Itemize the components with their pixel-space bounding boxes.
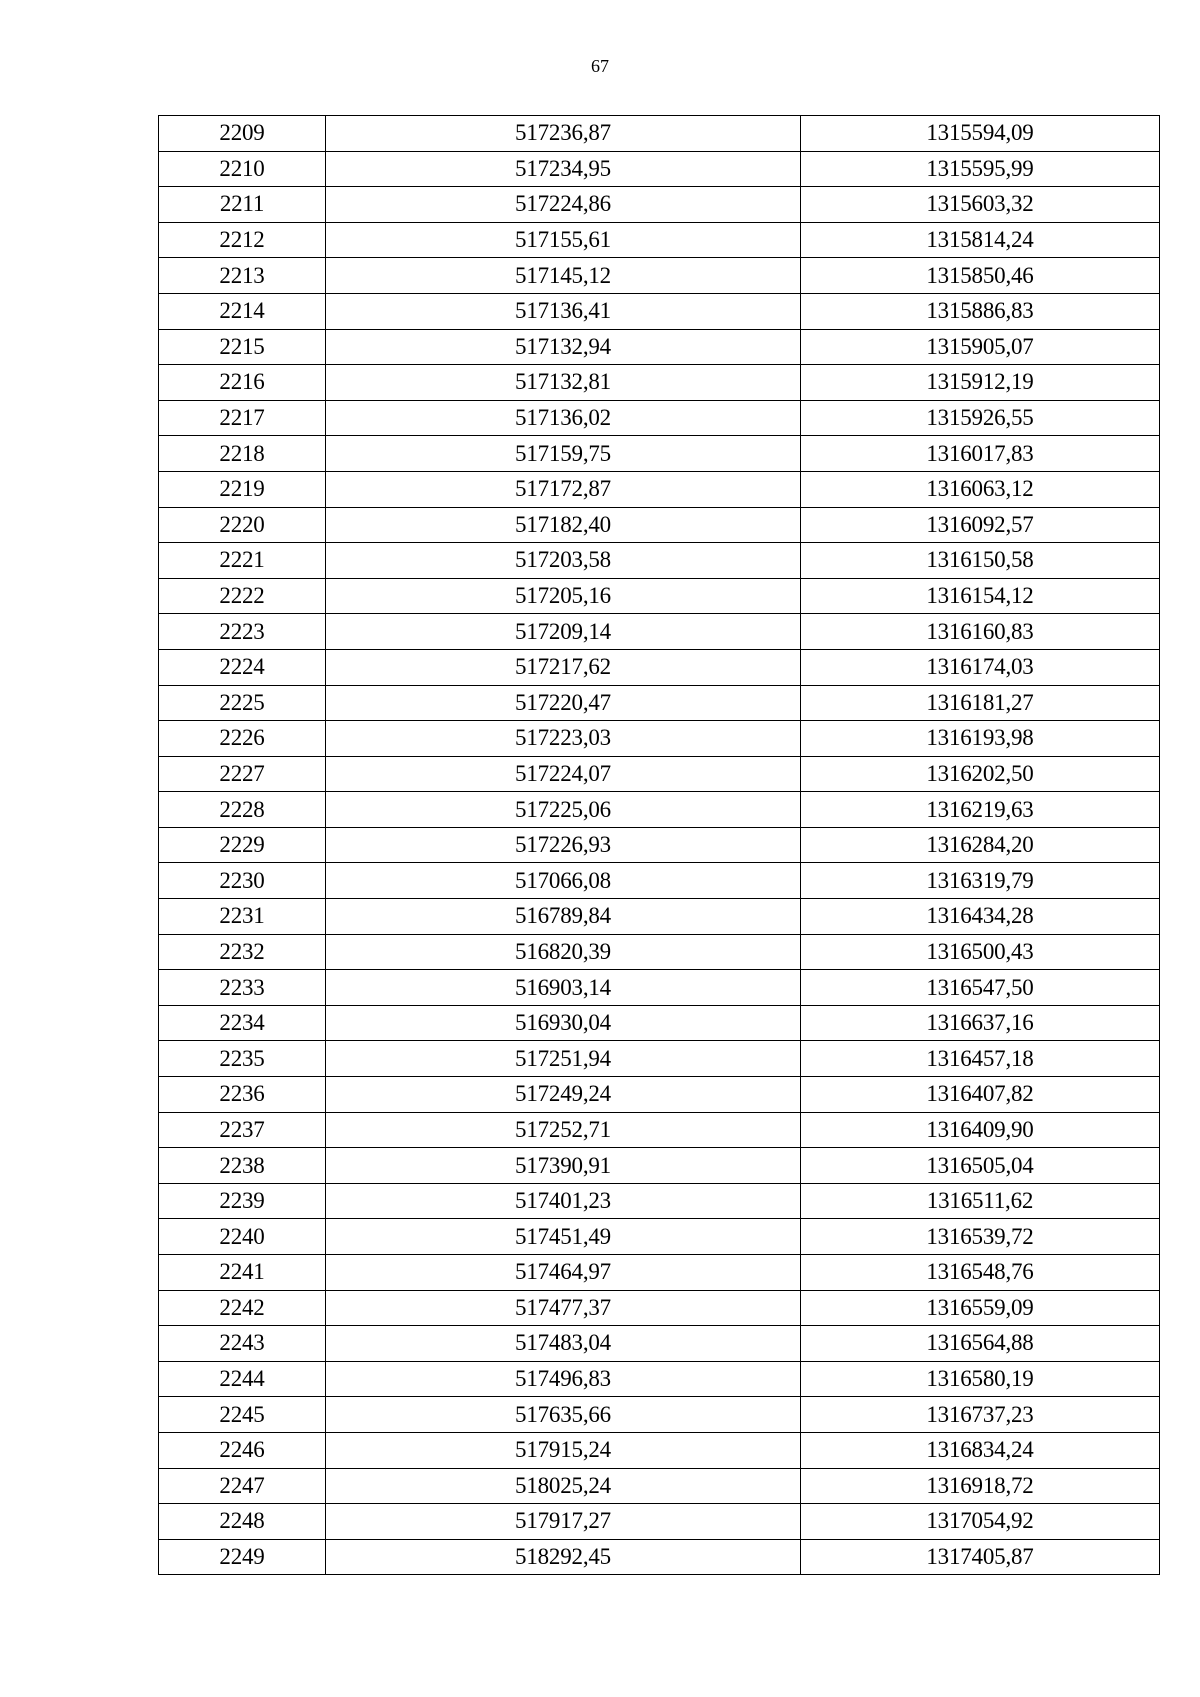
table-row (159, 1504, 1160, 1540)
point-number-cell: 2235 (159, 1041, 326, 1077)
x-coordinate-cell: 517225,06 (326, 792, 801, 828)
x-coordinate-cell: 517477,37 (326, 1290, 801, 1326)
y-coordinate-cell: 1316834,24 (801, 1432, 1160, 1468)
table-row (159, 436, 1160, 472)
y-coordinate-cell: 1316580,19 (801, 1361, 1160, 1397)
x-coordinate-cell: 517464,97 (326, 1255, 801, 1291)
table-row (159, 1255, 1160, 1291)
x-coordinate-cell: 517172,87 (326, 471, 801, 507)
table-row (159, 1468, 1160, 1504)
x-coordinate-cell: 517155,61 (326, 222, 801, 258)
point-number-cell: 2212 (159, 222, 326, 258)
x-coordinate-cell: 517234,95 (326, 151, 801, 187)
point-number-cell: 2219 (159, 471, 326, 507)
x-coordinate-cell: 517917,27 (326, 1504, 801, 1540)
x-coordinate-cell: 517401,23 (326, 1183, 801, 1219)
point-number-cell: 2222 (159, 578, 326, 614)
y-coordinate-cell: 1316564,88 (801, 1326, 1160, 1362)
y-coordinate-cell: 1316505,04 (801, 1148, 1160, 1184)
y-coordinate-cell: 1315603,32 (801, 187, 1160, 223)
x-coordinate-cell: 518025,24 (326, 1468, 801, 1504)
point-number-cell: 2249 (159, 1539, 326, 1575)
y-coordinate-cell: 1316500,43 (801, 934, 1160, 970)
y-coordinate-cell: 1316457,18 (801, 1041, 1160, 1077)
y-coordinate-cell: 1316219,63 (801, 792, 1160, 828)
y-coordinate-cell: 1316434,28 (801, 899, 1160, 935)
point-number-cell: 2227 (159, 756, 326, 792)
table-row (159, 1361, 1160, 1397)
y-coordinate-cell: 1316548,76 (801, 1255, 1160, 1291)
point-number-cell: 2217 (159, 400, 326, 436)
table-row (159, 329, 1160, 365)
x-coordinate-cell: 516903,14 (326, 970, 801, 1006)
x-coordinate-cell: 517132,94 (326, 329, 801, 365)
y-coordinate-cell: 1316319,79 (801, 863, 1160, 899)
table-row (159, 543, 1160, 579)
point-number-cell: 2215 (159, 329, 326, 365)
table-row (159, 792, 1160, 828)
y-coordinate-cell: 1315905,07 (801, 329, 1160, 365)
x-coordinate-cell: 517226,93 (326, 827, 801, 863)
point-number-cell: 2228 (159, 792, 326, 828)
x-coordinate-cell: 517203,58 (326, 543, 801, 579)
table-row (159, 1077, 1160, 1113)
table-row (159, 1148, 1160, 1184)
x-coordinate-cell: 517390,91 (326, 1148, 801, 1184)
point-number-cell: 2221 (159, 543, 326, 579)
table-row (159, 1290, 1160, 1326)
table-row (159, 721, 1160, 757)
point-number-cell: 2236 (159, 1077, 326, 1113)
point-number-cell: 2211 (159, 187, 326, 223)
point-number-cell: 2244 (159, 1361, 326, 1397)
y-coordinate-cell: 1316409,90 (801, 1112, 1160, 1148)
y-coordinate-cell: 1315850,46 (801, 258, 1160, 294)
x-coordinate-cell: 517223,03 (326, 721, 801, 757)
point-number-cell: 2231 (159, 899, 326, 935)
x-coordinate-cell: 517236,87 (326, 116, 801, 152)
y-coordinate-cell: 1316154,12 (801, 578, 1160, 614)
x-coordinate-cell: 517136,41 (326, 293, 801, 329)
y-coordinate-cell: 1315814,24 (801, 222, 1160, 258)
y-coordinate-cell: 1316092,57 (801, 507, 1160, 543)
point-number-cell: 2238 (159, 1148, 326, 1184)
table-row (159, 471, 1160, 507)
point-number-cell: 2226 (159, 721, 326, 757)
point-number-cell: 2248 (159, 1504, 326, 1540)
y-coordinate-cell: 1316284,20 (801, 827, 1160, 863)
x-coordinate-cell: 517205,16 (326, 578, 801, 614)
y-coordinate-cell: 1315912,19 (801, 365, 1160, 401)
table-row (159, 1219, 1160, 1255)
x-coordinate-cell: 517915,24 (326, 1432, 801, 1468)
point-number-cell: 2241 (159, 1255, 326, 1291)
y-coordinate-cell: 1316193,98 (801, 721, 1160, 757)
point-number-cell: 2210 (159, 151, 326, 187)
y-coordinate-cell: 1316547,50 (801, 970, 1160, 1006)
y-coordinate-cell: 1317054,92 (801, 1504, 1160, 1540)
x-coordinate-cell: 517217,62 (326, 649, 801, 685)
point-number-cell: 2243 (159, 1326, 326, 1362)
point-number-cell: 2225 (159, 685, 326, 721)
table-row (159, 970, 1160, 1006)
point-number-cell: 2209 (159, 116, 326, 152)
y-coordinate-cell: 1316559,09 (801, 1290, 1160, 1326)
table-row (159, 685, 1160, 721)
x-coordinate-cell: 516930,04 (326, 1005, 801, 1041)
table-row (159, 258, 1160, 294)
table-row (159, 649, 1160, 685)
point-number-cell: 2220 (159, 507, 326, 543)
table-row (159, 365, 1160, 401)
y-coordinate-cell: 1316637,16 (801, 1005, 1160, 1041)
point-number-cell: 2230 (159, 863, 326, 899)
table-row (159, 1326, 1160, 1362)
y-coordinate-cell: 1316918,72 (801, 1468, 1160, 1504)
table-row (159, 1112, 1160, 1148)
point-number-cell: 2245 (159, 1397, 326, 1433)
y-coordinate-cell: 1316202,50 (801, 756, 1160, 792)
y-coordinate-cell: 1316181,27 (801, 685, 1160, 721)
point-number-cell: 2214 (159, 293, 326, 329)
page-number: 67 (591, 56, 609, 76)
table-row (159, 1539, 1160, 1575)
y-coordinate-cell: 1316160,83 (801, 614, 1160, 650)
point-number-cell: 2237 (159, 1112, 326, 1148)
table-row (159, 116, 1160, 152)
y-coordinate-cell: 1316511,62 (801, 1183, 1160, 1219)
x-coordinate-cell: 516789,84 (326, 899, 801, 935)
table-row (159, 1005, 1160, 1041)
x-coordinate-cell: 517066,08 (326, 863, 801, 899)
table-row (159, 827, 1160, 863)
x-coordinate-cell: 517136,02 (326, 400, 801, 436)
table-row (159, 934, 1160, 970)
y-coordinate-cell: 1316174,03 (801, 649, 1160, 685)
x-coordinate-cell: 517220,47 (326, 685, 801, 721)
y-coordinate-cell: 1316539,72 (801, 1219, 1160, 1255)
x-coordinate-cell: 517159,75 (326, 436, 801, 472)
x-coordinate-cell: 517249,24 (326, 1077, 801, 1113)
point-number-cell: 2239 (159, 1183, 326, 1219)
table-row (159, 863, 1160, 899)
point-number-cell: 2224 (159, 649, 326, 685)
x-coordinate-cell: 517451,49 (326, 1219, 801, 1255)
point-number-cell: 2216 (159, 365, 326, 401)
point-number-cell: 2218 (159, 436, 326, 472)
y-coordinate-cell: 1317405,87 (801, 1539, 1160, 1575)
point-number-cell: 2234 (159, 1005, 326, 1041)
table-row (159, 293, 1160, 329)
table-row (159, 1432, 1160, 1468)
table-row (159, 578, 1160, 614)
x-coordinate-cell: 517252,71 (326, 1112, 801, 1148)
table-row (159, 1397, 1160, 1433)
y-coordinate-cell: 1315595,99 (801, 151, 1160, 187)
x-coordinate-cell: 517483,04 (326, 1326, 801, 1362)
point-number-cell: 2246 (159, 1432, 326, 1468)
coordinates-table-body (159, 116, 1160, 1575)
point-number-cell: 2240 (159, 1219, 326, 1255)
x-coordinate-cell: 517251,94 (326, 1041, 801, 1077)
x-coordinate-cell: 518292,45 (326, 1539, 801, 1575)
point-number-cell: 2213 (159, 258, 326, 294)
table-row (159, 1041, 1160, 1077)
x-coordinate-cell: 517635,66 (326, 1397, 801, 1433)
y-coordinate-cell: 1316737,23 (801, 1397, 1160, 1433)
table-row (159, 187, 1160, 223)
table-row (159, 151, 1160, 187)
table-row (159, 756, 1160, 792)
x-coordinate-cell: 517496,83 (326, 1361, 801, 1397)
table-row (159, 614, 1160, 650)
point-number-cell: 2233 (159, 970, 326, 1006)
coordinates-table (158, 115, 1160, 1575)
table-row (159, 222, 1160, 258)
y-coordinate-cell: 1315886,83 (801, 293, 1160, 329)
table-row (159, 507, 1160, 543)
point-number-cell: 2242 (159, 1290, 326, 1326)
x-coordinate-cell: 517182,40 (326, 507, 801, 543)
point-number-cell: 2247 (159, 1468, 326, 1504)
point-number-cell: 2229 (159, 827, 326, 863)
x-coordinate-cell: 517145,12 (326, 258, 801, 294)
table-row (159, 1183, 1160, 1219)
y-coordinate-cell: 1316017,83 (801, 436, 1160, 472)
x-coordinate-cell: 517132,81 (326, 365, 801, 401)
point-number-cell: 2232 (159, 934, 326, 970)
x-coordinate-cell: 516820,39 (326, 934, 801, 970)
x-coordinate-cell: 517224,07 (326, 756, 801, 792)
y-coordinate-cell: 1316063,12 (801, 471, 1160, 507)
y-coordinate-cell: 1316407,82 (801, 1077, 1160, 1113)
point-number-cell: 2223 (159, 614, 326, 650)
y-coordinate-cell: 1315926,55 (801, 400, 1160, 436)
y-coordinate-cell: 1316150,58 (801, 543, 1160, 579)
x-coordinate-cell: 517209,14 (326, 614, 801, 650)
table-row (159, 400, 1160, 436)
x-coordinate-cell: 517224,86 (326, 187, 801, 223)
y-coordinate-cell: 1315594,09 (801, 116, 1160, 152)
table-row (159, 899, 1160, 935)
